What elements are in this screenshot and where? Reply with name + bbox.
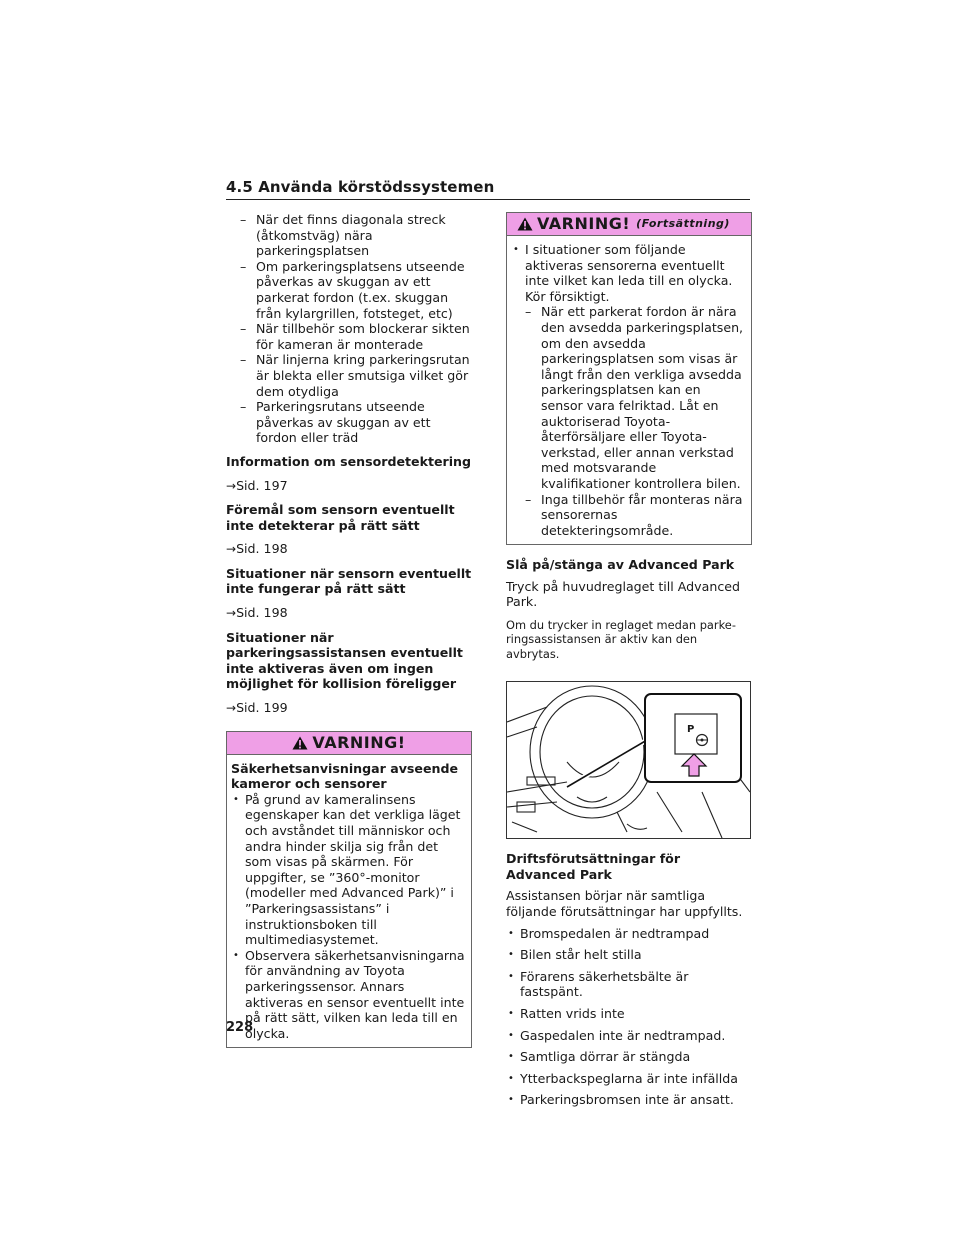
section-heading: Situationer när parkeringsassistansen eventuellt inte aktiveras även om ingen möjlighet för kollision föreligger [226, 629, 463, 692]
page-reference-link[interactable]: Sid. 199 [236, 700, 288, 716]
warning-dash-item: – När ett parkerat fordon är nära den avsedda parkeringsplatsen, om den avsedda parkeringsplatsen som visas är långt från den verkliga avsedda parkeringsplatsen kan en sensor vara felriktad. Låt en auktoriserad Toyota-återförsäljare eller Toyota-verkstad, eller annan verkstad med motsvarande kvalifikationer kontrollera bilen. [525, 304, 745, 491]
advanced-park-switch-figure [506, 681, 751, 839]
arrow-icon: → [226, 606, 237, 621]
warning-label: VARNING! [537, 214, 631, 234]
switch-p-label: P [687, 724, 695, 736]
section-heading: Föremål som sensorn eventuellt inte detekterar på rätt sätt [226, 502, 455, 533]
section-heading: Situationer när sensorn eventuellt inte fungerar på rätt sätt [226, 565, 472, 597]
warning-header [507, 213, 751, 236]
warning-bullet: • Observera säkerhetsanvisningarna för användning av Toyota parkeringssensor. Annars aktiveras en sensor eventuellt inte på rätt sätt, vilken kan leda till en olycka. [231, 948, 465, 1042]
warning-bullet: • I situationer som följande aktiveras sensorerna eventuellt inte vilket kan leda till en olycka. Kör försiktigt. [511, 242, 745, 304]
page-reference-link[interactable]: Sid. 197 [236, 477, 288, 493]
warning-dash-item: – Inga tillbehör får monteras nära sensorernas detekteringsområde. [525, 492, 745, 539]
onoff-heading: Slå på/stänga av Advanced Park [506, 557, 735, 573]
arrow-icon: → [226, 701, 237, 716]
dash-item: – När det finns diagonala streck (åtkomstväg) nära parkeringsplatsen [240, 212, 472, 259]
warning-continued-label: (Fortsättning) [636, 217, 730, 231]
page-number: 228 [226, 1020, 254, 1035]
page-reference [226, 700, 472, 717]
dash-item: – Parkeringsrutans utseende påverkas av skuggan av ett fordon eller träd [240, 399, 472, 446]
warning-icon [292, 736, 308, 750]
warning-box [226, 731, 472, 1049]
warning-icon [517, 217, 533, 231]
conditions-list [506, 926, 752, 1108]
arrow-icon: → [226, 478, 237, 493]
condition-item: • Ytterbackspeglarna är inte infällda [506, 1071, 752, 1087]
conditions-heading: Driftsförutsättningar för Advanced Park [506, 851, 681, 882]
onoff-text: Tryck på huvudreglaget till Advanced Park. [506, 578, 740, 610]
warning-body [227, 755, 471, 1048]
arrow-icon: → [226, 542, 237, 557]
section-title: 4.5 Använda körstödssystemen [226, 178, 495, 196]
left-column [226, 212, 472, 1048]
condition-item: • Bromspedalen är nedtrampad [506, 926, 752, 942]
condition-item: • Ratten vrids inte [506, 1006, 752, 1022]
condition-item: • Samtliga dörrar är stängda [506, 1049, 752, 1065]
dash-item: – När tillbehör som blockerar sikten för kameran är monterade [240, 321, 472, 352]
condition-item: • Förarens säkerhetsbälte är fastspänt. [506, 969, 752, 1000]
warning-heading: Säkerhetsanvisningar avseende kameror och sensorer [231, 760, 459, 792]
warning-header [227, 732, 471, 755]
right-column [506, 212, 752, 1108]
condition-item: • Bilen står helt stilla [506, 947, 752, 963]
page-reference [226, 541, 472, 558]
section-heading: Information om sensordetektering [226, 453, 472, 469]
warning-body [507, 236, 751, 544]
page-reference [226, 478, 472, 495]
onoff-note: Om du trycker in reglaget medan parkeringsassistansen är aktiv kan den avbrytas. [506, 618, 736, 661]
dashboard-illustration [507, 682, 750, 838]
condition-item: • Parkeringsbromsen inte är ansatt. [506, 1092, 752, 1108]
page-reference-link[interactable]: Sid. 198 [236, 605, 288, 621]
dash-item: – Om parkeringsplatsens utseende påverkas av skuggan av ett parkerat fordon (t.ex. skuggan från kylargrillen, fotsteget, etc) [240, 259, 472, 321]
page-reference-link[interactable]: Sid. 198 [236, 541, 288, 557]
dash-list [226, 212, 472, 446]
conditions-intro: Assistansen börjar när samtliga följande förutsättningar har uppfyllts. [506, 888, 743, 920]
section-rule [226, 199, 750, 200]
warning-label: VARNING! [312, 732, 406, 752]
warning-box-continued [506, 212, 752, 545]
warning-bullet: • På grund av kameralinsens egenskaper kan det verkliga läget och avståndet till människor och andra hinder skilja sig från det som visas på skärmen. För uppgifter, se ”360°-monitor (modeller med Advanced Park)” i ”Parkeringsassistans” i instruktionsboken till multimediasystemet. [231, 792, 465, 948]
condition-item: • Gaspedalen inte är nedtrampad. [506, 1028, 752, 1044]
page-reference [226, 605, 472, 622]
dash-item: – När linjerna kring parkeringsrutan är blekta eller smutsiga vilket gör dem otydliga [240, 352, 472, 399]
